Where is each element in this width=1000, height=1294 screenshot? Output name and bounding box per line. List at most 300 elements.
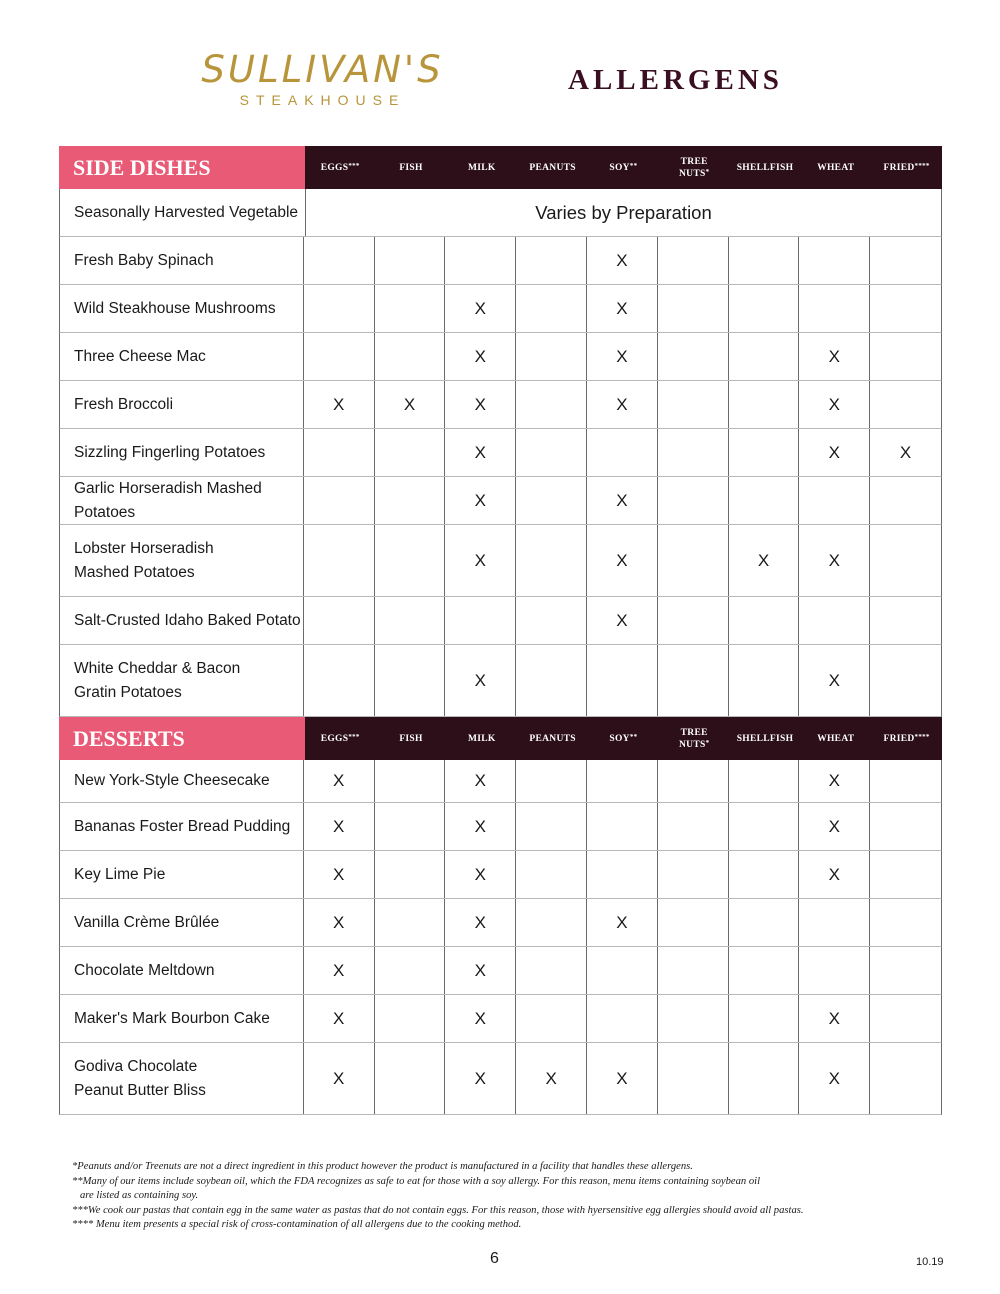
allergen-header-eggs: [305, 717, 376, 760]
menu-item-name-text: [74, 297, 276, 321]
allergen-cells: [304, 645, 941, 716]
allergen-cell: [516, 429, 587, 476]
allergen-cell: [375, 803, 446, 850]
allergen-cell: X: [587, 285, 658, 332]
allergen-cells: [306, 189, 941, 236]
allergen-cell: [799, 899, 870, 946]
allergen-cell: X: [445, 477, 516, 524]
allergen-header-eggs: [305, 146, 376, 189]
allergen-cell: [729, 285, 800, 332]
allergen-cell: [870, 803, 941, 850]
allergen-cell: [658, 525, 729, 596]
allergen-cell: X: [304, 995, 375, 1042]
allergen-cells: [304, 851, 941, 898]
allergen-name: SOY: [609, 733, 630, 744]
allergen-cell: X: [445, 333, 516, 380]
allergen-header-fish: [376, 717, 447, 760]
allergen-cell: X: [445, 429, 516, 476]
allergen-cell: [658, 995, 729, 1042]
allergen-cell: X: [899, 442, 912, 462]
allergen-label: [674, 156, 714, 180]
allergen-column-headers: [305, 717, 942, 760]
allergen-cell: [587, 803, 658, 850]
allergen-cell: [870, 237, 941, 284]
table-row: [59, 947, 942, 995]
allergen-label: [321, 733, 360, 745]
allergen-cell: [516, 645, 587, 716]
allergen-cell: [516, 803, 587, 850]
allergen-cell: [799, 237, 870, 284]
allergen-cell: [729, 995, 800, 1042]
allergen-cell: [304, 285, 375, 332]
allergen-cell: [516, 760, 587, 802]
allergen-footnote-mark: ***: [348, 161, 360, 170]
menu-item-name-line: Peanut Butter Bliss: [74, 1081, 206, 1099]
allergen-cell: X: [445, 899, 516, 946]
menu-item-name: [60, 381, 304, 428]
allergen-cell: [729, 1043, 800, 1114]
allergen-footnote-mark: ****: [914, 161, 930, 170]
allergen-cell: [375, 237, 446, 284]
allergen-label: [609, 733, 637, 745]
allergen-cell: [658, 803, 729, 850]
menu-item-name-line: Wild Steakhouse Mushrooms: [74, 299, 276, 317]
allergen-name: WHEAT: [817, 162, 855, 173]
allergen-cell: [658, 429, 729, 476]
allergen-header-milk: [446, 146, 517, 189]
allergen-cells: [304, 597, 941, 644]
allergen-cell: X: [445, 851, 516, 898]
version-label: 10.19: [916, 1256, 944, 1268]
allergen-cell: [658, 760, 729, 802]
side-dishes-section: [59, 146, 942, 717]
allergen-label: [817, 733, 854, 745]
allergen-cell: X: [304, 803, 375, 850]
allergen-cell: [658, 1043, 729, 1114]
menu-item-name-line: Salt-Crusted Idaho Baked Potato: [74, 611, 301, 629]
allergen-cells: [304, 381, 941, 428]
table-row: [59, 851, 942, 899]
table-row: [59, 285, 942, 333]
allergen-cell: X: [445, 995, 516, 1042]
allergen-header-soy: [588, 717, 659, 760]
allergen-cell: [375, 333, 446, 380]
allergen-cell: [870, 285, 941, 332]
allergen-cells: [304, 947, 941, 994]
allergen-cell: [799, 597, 870, 644]
allergen-cell: [658, 333, 729, 380]
menu-item-name: [60, 285, 304, 332]
allergen-name: MILK: [468, 733, 496, 744]
menu-item-name-text: [74, 1055, 206, 1103]
allergen-cell: [375, 597, 446, 644]
allergen-footnote-mark: ***: [348, 732, 360, 741]
allergen-cell: [870, 525, 941, 596]
allergen-cell: X: [587, 597, 658, 644]
menu-item-name-text: [74, 959, 214, 983]
allergen-cell: [729, 760, 800, 802]
allergen-cell: X: [587, 525, 658, 596]
allergen-cell: X: [304, 760, 375, 802]
allergen-cell: [587, 947, 658, 994]
allergen-cell: X: [799, 803, 870, 850]
section-header: [59, 146, 942, 189]
allergen-header-soy: [588, 146, 659, 189]
allergen-cell: [375, 851, 446, 898]
allergen-cell: [729, 899, 800, 946]
allergen-cell: [304, 525, 375, 596]
allergen-cell: [375, 525, 446, 596]
allergen-cell: [658, 947, 729, 994]
allergen-name: WHEAT: [817, 733, 855, 744]
allergen-header-wheat: [800, 146, 871, 189]
allergen-cell: [729, 851, 800, 898]
allergen-cell: [304, 597, 375, 644]
menu-item-name: [60, 1043, 304, 1114]
allergen-cell: [658, 477, 729, 524]
menu-item-name-line: New York-Style Cheesecake: [74, 772, 270, 789]
table-row: [59, 995, 942, 1043]
menu-item-name-line: Fresh Baby Spinach: [74, 251, 214, 269]
allergen-cell: X: [587, 237, 658, 284]
menu-item-name-text: [74, 863, 165, 887]
allergen-cell: X: [304, 1043, 375, 1114]
page-number: 6: [490, 1250, 499, 1267]
allergen-cell: [587, 995, 658, 1042]
allergen-cell: X: [587, 1043, 658, 1114]
allergen-cell: [516, 525, 587, 596]
menu-item-name-text: [74, 393, 173, 417]
menu-item-name-text: [74, 345, 206, 369]
allergen-cell: X: [587, 899, 658, 946]
allergen-name: PEANUTS: [529, 733, 576, 744]
allergen-footnote-mark: **: [629, 161, 638, 170]
allergen-cell: [516, 899, 587, 946]
allergen-header-peanuts: [517, 717, 588, 760]
section-title: DESSERTS: [59, 717, 305, 760]
desserts-section: [59, 717, 942, 1115]
menu-item-name: [60, 947, 304, 994]
footnote-eggs: ***We cook our pastas that contain egg in the same water as pastas that do not contain eggs. For this reason, those with hyersensitive egg allergies should avoid all pastas.: [72, 1204, 804, 1216]
allergen-cell: X: [799, 333, 870, 380]
allergen-label: [737, 162, 794, 174]
allergen-label: [737, 733, 794, 745]
table-row: [59, 760, 942, 803]
allergen-cell: [587, 760, 658, 802]
allergen-cell: X: [304, 947, 375, 994]
allergen-cell: [870, 760, 941, 802]
menu-item-name: [60, 333, 304, 380]
allergen-cells: [304, 803, 941, 850]
allergen-label: [468, 162, 496, 174]
menu-item-name: [60, 803, 304, 850]
allergen-cell: [304, 237, 375, 284]
allergen-cell: [729, 645, 800, 716]
menu-item-name-text: [74, 769, 270, 793]
varies-note: Varies by Preparation: [535, 201, 712, 223]
allergen-cell: [729, 237, 800, 284]
menu-item-name: [60, 525, 304, 596]
allergen-header-fried: [871, 717, 942, 760]
allergen-name: FRIED: [883, 733, 915, 744]
allergen-label: [883, 733, 929, 745]
allergen-name: TREE NUTS: [679, 727, 708, 750]
section-header: [59, 717, 942, 760]
menu-item-name-text: [74, 1007, 270, 1031]
allergen-cell: X: [445, 1043, 516, 1114]
table-row: [59, 333, 942, 381]
menu-item-name-line: Key Lime Pie: [74, 865, 166, 883]
allergen-cell: [870, 995, 941, 1042]
allergen-cell: [658, 381, 729, 428]
footnote-soy: **Many of our items include soybean oil, which the FDA recognizes as safe to eat for those with a soy allergy. For this reason, menu items containing soybean oil: [72, 1175, 761, 1187]
allergen-cell: X: [375, 381, 446, 428]
allergen-cell: [658, 645, 729, 716]
allergen-header-fried: [871, 146, 942, 189]
allergen-cell: [658, 285, 729, 332]
footnote-tree-nuts: *Peanuts and/or Treenuts are not a direct ingredient in this product however the product is manufactured in a facility that handles these allergens.: [72, 1161, 693, 1172]
allergen-cells: [304, 237, 941, 284]
menu-item-name: [60, 597, 304, 644]
allergen-cell: X: [799, 995, 870, 1042]
allergen-cells: [304, 525, 941, 596]
allergen-cell: [870, 851, 941, 898]
menu-item-name-line: Mashed Potatoes: [74, 563, 195, 581]
table-row: [59, 237, 942, 285]
allergen-cell: X: [799, 1043, 870, 1114]
allergen-cell: X: [445, 645, 516, 716]
allergen-header-wheat: [800, 717, 871, 760]
table-row: [59, 381, 942, 429]
allergen-cell: [870, 899, 941, 946]
menu-item-name-text: [74, 249, 214, 273]
table-row: [59, 429, 942, 477]
menu-item-name: [60, 995, 304, 1042]
allergen-cell: [729, 381, 800, 428]
allergen-cell: [729, 429, 800, 476]
allergen-cell: [375, 995, 446, 1042]
footnote-soy-continued: are listed as containing soy.: [80, 1190, 199, 1202]
allergen-cell: [729, 803, 800, 850]
allergen-cell: X: [445, 285, 516, 332]
allergen-cells: [304, 429, 941, 476]
allergen-label: [529, 733, 575, 745]
allergen-cell: X: [516, 1043, 587, 1114]
allergen-name: FRIED: [883, 162, 915, 173]
allergen-header-peanuts: [517, 146, 588, 189]
allergen-cells: [304, 995, 941, 1042]
menu-item-name-line: Chocolate Meltdown: [74, 961, 215, 979]
allergen-cell: X: [587, 381, 658, 428]
allergen-label: [399, 162, 422, 174]
allergen-cell: [516, 237, 587, 284]
allergen-cell: [587, 645, 658, 716]
allergen-cell: X: [799, 760, 870, 802]
allergen-label: [817, 162, 854, 174]
menu-item-name-line: White Cheddar & Bacon: [74, 659, 241, 677]
menu-item-name-line: Three Cheese Mac: [74, 347, 206, 365]
menu-item-name: [60, 429, 304, 476]
allergen-name: MILK: [468, 162, 496, 173]
allergen-name: PEANUTS: [529, 162, 576, 173]
allergen-cell: [375, 899, 446, 946]
table-row: [59, 189, 942, 237]
allergen-cell: [799, 947, 870, 994]
allergen-name: TREE NUTS: [679, 156, 708, 179]
allergen-cell: [375, 285, 446, 332]
allergen-cell: [375, 477, 446, 524]
footnotes: [72, 1160, 962, 1233]
menu-item-name: [60, 851, 304, 898]
allergen-cell: X: [304, 381, 375, 428]
table-row: [59, 525, 942, 597]
allergen-cell: X: [304, 851, 375, 898]
menu-item-name-text: [74, 477, 303, 525]
allergen-cell: [870, 477, 941, 524]
allergen-cell: X: [799, 381, 870, 428]
allergen-cell: [304, 333, 375, 380]
allergen-cell: [516, 851, 587, 898]
allergen-footnote-mark: *: [705, 167, 710, 176]
menu-item-name-text: [74, 609, 301, 633]
allergen-cell: [870, 1043, 941, 1114]
allergen-label: [609, 162, 637, 174]
menu-item-name-line: Seasonally Harvested Vegetable: [74, 203, 299, 221]
table-row: [59, 597, 942, 645]
sullivans-logo: [200, 50, 445, 108]
allergen-label: [883, 162, 929, 174]
allergen-header-tree-nuts: [659, 717, 730, 760]
allergen-cell: [516, 947, 587, 994]
allergen-cells: [304, 1043, 941, 1114]
allergen-name: SHELLFISH: [736, 162, 794, 173]
allergen-cell: [658, 899, 729, 946]
allergen-cell: [516, 597, 587, 644]
allergen-cell: [304, 477, 375, 524]
menu-item-name-line: Vanilla Crème Brûlée: [74, 913, 220, 931]
allergen-cell: [516, 381, 587, 428]
allergen-cell: [516, 333, 587, 380]
allergen-cell: [375, 947, 446, 994]
allergen-cell: [729, 477, 800, 524]
allergen-cell: [870, 947, 941, 994]
menu-item-name: [60, 477, 304, 524]
allergen-cell: X: [799, 645, 870, 716]
allergen-cell: X: [445, 760, 516, 802]
menu-item-name: [60, 760, 304, 802]
allergen-cell: X: [445, 947, 516, 994]
allergen-cell: [587, 429, 658, 476]
allergen-cell: [375, 645, 446, 716]
page-title: ALLERGENS: [568, 64, 783, 96]
allergen-name: FISH: [399, 162, 423, 173]
allergen-cell: X: [799, 429, 870, 476]
menu-item-name-text: [74, 537, 214, 585]
allergen-label: [468, 733, 496, 745]
allergen-name: EGGS: [320, 733, 349, 744]
allergen-cells: [304, 760, 941, 802]
allergen-cell: [304, 645, 375, 716]
allergen-cell: X: [729, 525, 800, 596]
allergen-cell: X: [445, 525, 516, 596]
allergen-cell: X: [799, 851, 870, 898]
table-row: [59, 899, 942, 947]
menu-item-name-text: [74, 441, 265, 465]
allergen-cell: [870, 645, 941, 716]
allergen-cell: X: [445, 381, 516, 428]
allergen-footnote-mark: **: [629, 732, 638, 741]
table-row: [59, 477, 942, 525]
allergen-cells: [304, 899, 941, 946]
allergen-cell: [445, 597, 516, 644]
allergen-header-shellfish: [730, 717, 801, 760]
allergen-cell: [870, 597, 941, 644]
allergen-cell: [516, 285, 587, 332]
allergen-cell: X: [587, 333, 658, 380]
allergen-cell: [658, 597, 729, 644]
allergen-cell: X: [587, 477, 658, 524]
allergen-header-shellfish: [730, 146, 801, 189]
table-row: [59, 1043, 942, 1115]
allergen-cells: [304, 477, 941, 524]
allergen-cell: [658, 237, 729, 284]
allergen-cell: [375, 760, 446, 802]
menu-item-name-text: [74, 911, 219, 935]
menu-item-name: [60, 237, 304, 284]
section-title: SIDE DISHES: [59, 146, 305, 189]
allergen-cell: X: [445, 803, 516, 850]
menu-item-name: [60, 899, 304, 946]
allergen-cell: X: [799, 525, 870, 596]
allergen-cell: [516, 995, 587, 1042]
menu-item-name-line: Fresh Broccoli: [74, 395, 174, 413]
menu-item-name-line: Garlic Horseradish Mashed Potatoes: [74, 479, 262, 521]
allergen-header-fish: [376, 146, 447, 189]
allergen-name: FISH: [399, 733, 423, 744]
table-row: [59, 803, 942, 851]
allergen-cells: [304, 285, 941, 332]
allergen-cell: [445, 237, 516, 284]
allergen-name: SOY: [609, 162, 630, 173]
allergen-cell: [799, 477, 870, 524]
allergen-header-tree-nuts: [659, 146, 730, 189]
footnote-fried: **** Menu item presents a special risk of cross-contamination of all allergens due to the cooking method.: [72, 1219, 522, 1231]
allergen-name: SHELLFISH: [736, 733, 794, 744]
allergen-cell: [658, 851, 729, 898]
allergen-cells: [304, 333, 941, 380]
menu-item-name-line: Bananas Foster Bread Pudding: [74, 817, 291, 835]
allergen-cell: [729, 947, 800, 994]
allergen-header-milk: [446, 717, 517, 760]
allergen-name: EGGS: [320, 162, 349, 173]
menu-item-name: [60, 645, 304, 716]
allergen-cell: [870, 333, 941, 380]
logo-wordmark: SULLIVAN'S: [201, 48, 444, 91]
allergen-cell: X: [304, 899, 375, 946]
allergen-label: [321, 162, 360, 174]
menu-item-name: [60, 189, 306, 236]
allergen-cell: [587, 851, 658, 898]
allergen-cell: [729, 597, 800, 644]
allergen-cell: [516, 477, 587, 524]
table-row: [59, 645, 942, 717]
menu-item-name-text: [74, 657, 240, 705]
allergen-label: [399, 733, 422, 745]
menu-item-name-line: Godiva Chocolate: [74, 1057, 198, 1075]
menu-item-name-line: Lobster Horseradish: [74, 539, 214, 557]
allergen-cell: [304, 429, 375, 476]
menu-item-name-line: Maker's Mark Bourbon Cake: [74, 1009, 270, 1027]
